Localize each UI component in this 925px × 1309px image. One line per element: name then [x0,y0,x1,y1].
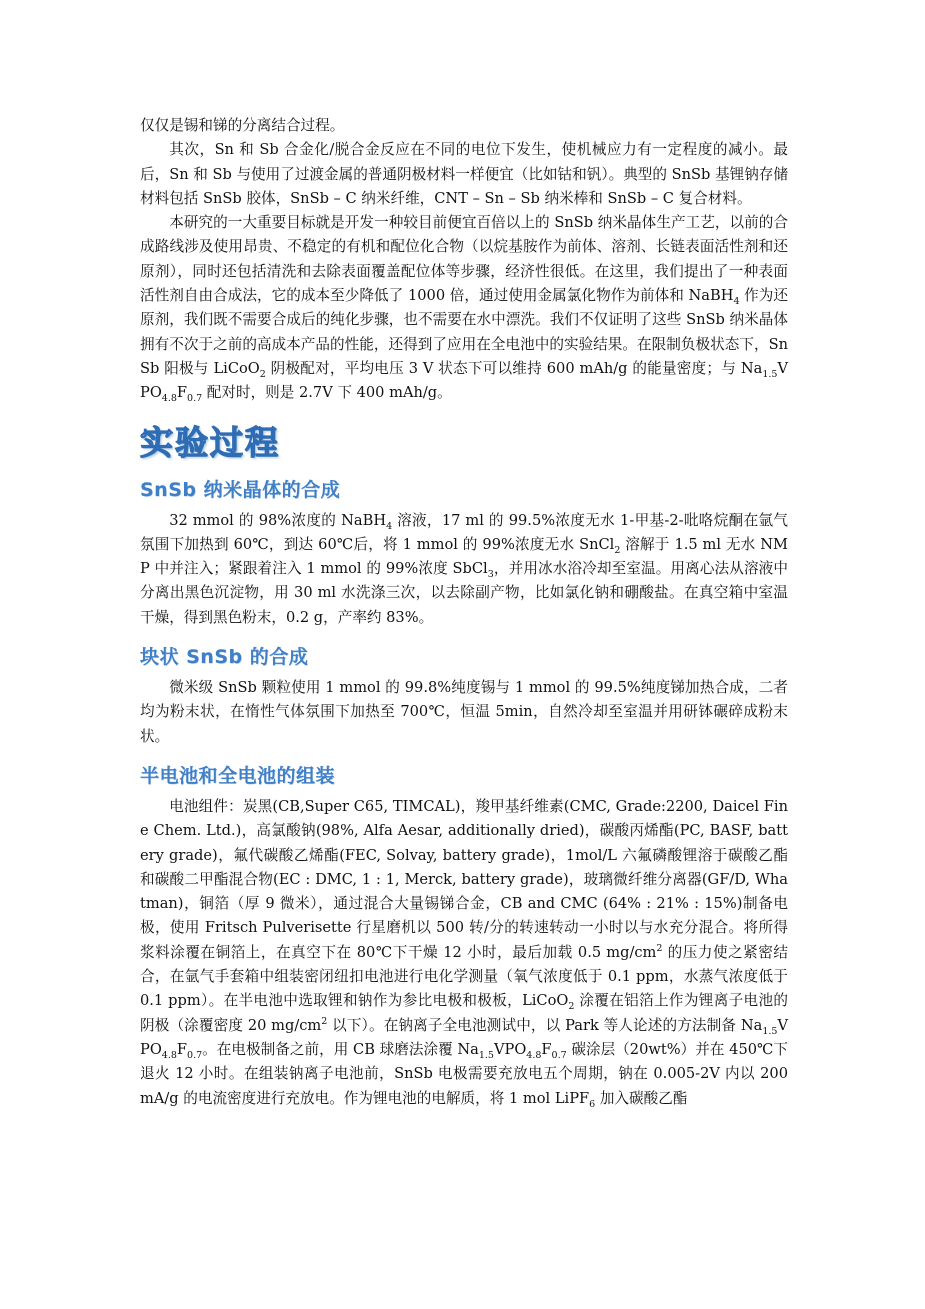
paragraph-cell-assembly [140,795,788,1111]
text-run: 以下）。在钠离子全电池测试中，以 Park 等人论述的方法制备 Na [327,1016,763,1034]
text-run: VPO [493,1040,527,1058]
subscript: 0.7 [187,1049,203,1061]
subscript: 2 [568,1001,575,1013]
text-run: 32 mmol 的 98%浓度的 NaBH [169,511,387,529]
subscript: 0.7 [187,393,203,405]
text-run: 阴极配对，平均电压 3 V 状态下可以维持 600 mAh/g 的能量密度；与 Na [265,359,763,377]
text-run: 本研究的一大重要目标就是开发一种较目前便宜百倍以上的 SnSb 纳米晶体生产工艺，以前的合成路线涉及使用昂贵、不稳定的有机和配位化合物（以烷基胺作为前体、溶剂、长链表面活性剂和还原剂），同时还包括清洗和去除表面覆盖配位体等步骤，经济性很低。在这里，我们提出了一种表面活性剂自由合成法，它的成本至少降低了 1000 倍，通过使用金属氯化物作为前体和 NaBH [140,214,788,305]
subscript: 4.8 [526,1049,542,1061]
heading-nanocrystal-synthesis: SnSb 纳米晶体的合成 [140,478,341,501]
text-run: 溶解于 1.5 ml 无水 NMP 中并注入；紧跟着注入 1 mmol 的 99%浓度 SbCl [140,535,788,578]
subscript: 4.8 [161,1049,177,1061]
paragraph-bulk-synthesis: 微米级 SnSb 颗粒使用 1 mmol 的 99.8%纯度锡与 1 mmol 的 99.5%纯度锑加热合成，二者均为粉末状，在惰性气体氛围下加热至 700℃，恒温 5min，自然冷却至室温并用研钵碾碎成粉末状。 [140,679,788,745]
paragraph-research-goal [140,211,788,405]
text-run: F [176,1040,188,1058]
heading-cell-assembly: 半电池和全电池的组装 [140,764,336,787]
paragraph-continuation: 仅仅是锡和锑的分离结合过程。 [140,117,345,134]
paragraph-alloying: 其次，Sn 和 Sb 合金化/脱合金反应在不同的电位下发生，使机械应力有一定程度的减小。最后，Sn 和 Sb 与使用了过渡金属的普通阴极材料一样便宜（比如钴和钒）。典型的 SnSb 基锂钠存储材料包括 SnSb 胶体，SnSb – C 纳米纤维，CNT – Sn – Sb 纳米棒和 SnSb – C 复合材料。 [140,141,788,207]
text-run: 配对时，则是 2.7V 下 400 mAh/g。 [202,384,452,402]
subscript: 2 [259,368,266,380]
heading-bulk-synthesis: 块状 SnSb 的合成 [140,646,309,669]
subscript: 1.5 [478,1049,494,1061]
text-run: F [541,1040,552,1058]
superscript: 2 [321,1015,328,1027]
subscript: 0.7 [551,1049,567,1061]
text-run: 作为还原剂，我们既不需要合成后的纯化步骤，也不需要在水中漂洗。我们不仅证明了这些 SnSb 纳米晶体拥有不次于之前的高成本产品的性能，还得到了应用在全电池中的实验结果。在限制负极状态下，SnSb 阳极与 LiCoO [140,287,789,377]
superscript: 2 [656,942,663,954]
text-run: VPO [140,1016,788,1058]
text-run: ，并用冰水浴冷却至室温。用离心法从溶液中分离出黑色沉淀物，用 30 ml 水洗涤三次，以去除副产物，比如氯化钠和硼酸盐。在真空箱中室温干燥，得到黑色粉末，0.2 g，产率约 83%。 [140,560,788,626]
subscript: 6 [589,1098,596,1110]
text-run: 涂覆在铝箔上作为锂离子电池的阴极（涂覆密度 20 mg/cm [140,992,788,1034]
text-run: 电池组件：炭黑(CB,Super C65, TIMCAL)，羧甲基纤维素(CMC, Grade:2200, Daicel Fine Chem. Ltd.)，高氯酸钠(98%, Alfa Aesar, additionally dried)，碳酸丙烯酯(PC, BASF, battery grade)，氟代碳酸乙烯酯(FEC, Solvay, battery grade)，1mol/L 六氟磷酸锂溶于碳酸乙酯和碳酸二甲酯混合物(EC : DMC, 1 : 1, Merck, battery grade)，玻璃微纤维分离器(GF/D, Whatman)，铜箔（厚 9 微米），通过混合大量锡锑合金，CB and CMC (64% : 21% : 15%)制备电极，使用 Fritsch Pulverisette 行星磨机以 500 转/分的转速转动一小时以与水充分混合。将所得浆料涂覆在铜箔上，在真空下在 80℃下干燥 12 小时，最后加载 0.5 mg/cm [140,797,788,961]
subscript: 4 [386,520,393,532]
subscript: 4 [733,295,740,307]
heading-experimental-procedure: 实验过程 [140,422,280,462]
subscript: 1.5 [762,1025,778,1037]
text-run: 溶液，17 ml 的 99.5%浓度无水 1-甲基-2-吡咯烷酮在氩气氛围下加热到 60℃，到达 60℃后，将 1 mmol 的 99%浓度无水 SnCl [140,511,788,553]
text-run: 碳涂层（20wt%）并在 450℃下退火 12 小时。在组装钠离子电池前，SnSb 电极需要充放电五个周期，钠在 0.005-2V 内以 200 mA/g 的电流密度进行充放电。作为锂电池的电解质，将 1 mol LiPF [140,1040,788,1107]
text-run: 的压力使之紧密结合，在氩气手套箱中组装密闭纽扣电池进行电化学测量（氧气浓度低于 0.1 ppm，水蒸气浓度低于 0.1 ppm）。在半电池中选取锂和钠作为参比电极和极板，LiCoO [140,943,788,1010]
document-body [140,114,788,1111]
text-run: F [176,384,188,402]
subscript: 4.8 [161,393,177,405]
subscript: 2 [614,544,621,556]
subscript: 3 [487,569,494,581]
text-run: 加入碳酸乙酯 [595,1089,688,1107]
paragraph-nanocrystal-synthesis [140,509,788,630]
text-run: 。在电极制备之前，用 CB 球磨法涂覆 Na [202,1040,479,1058]
subscript: 1.5 [762,368,778,380]
text-run: VPO [140,359,788,402]
